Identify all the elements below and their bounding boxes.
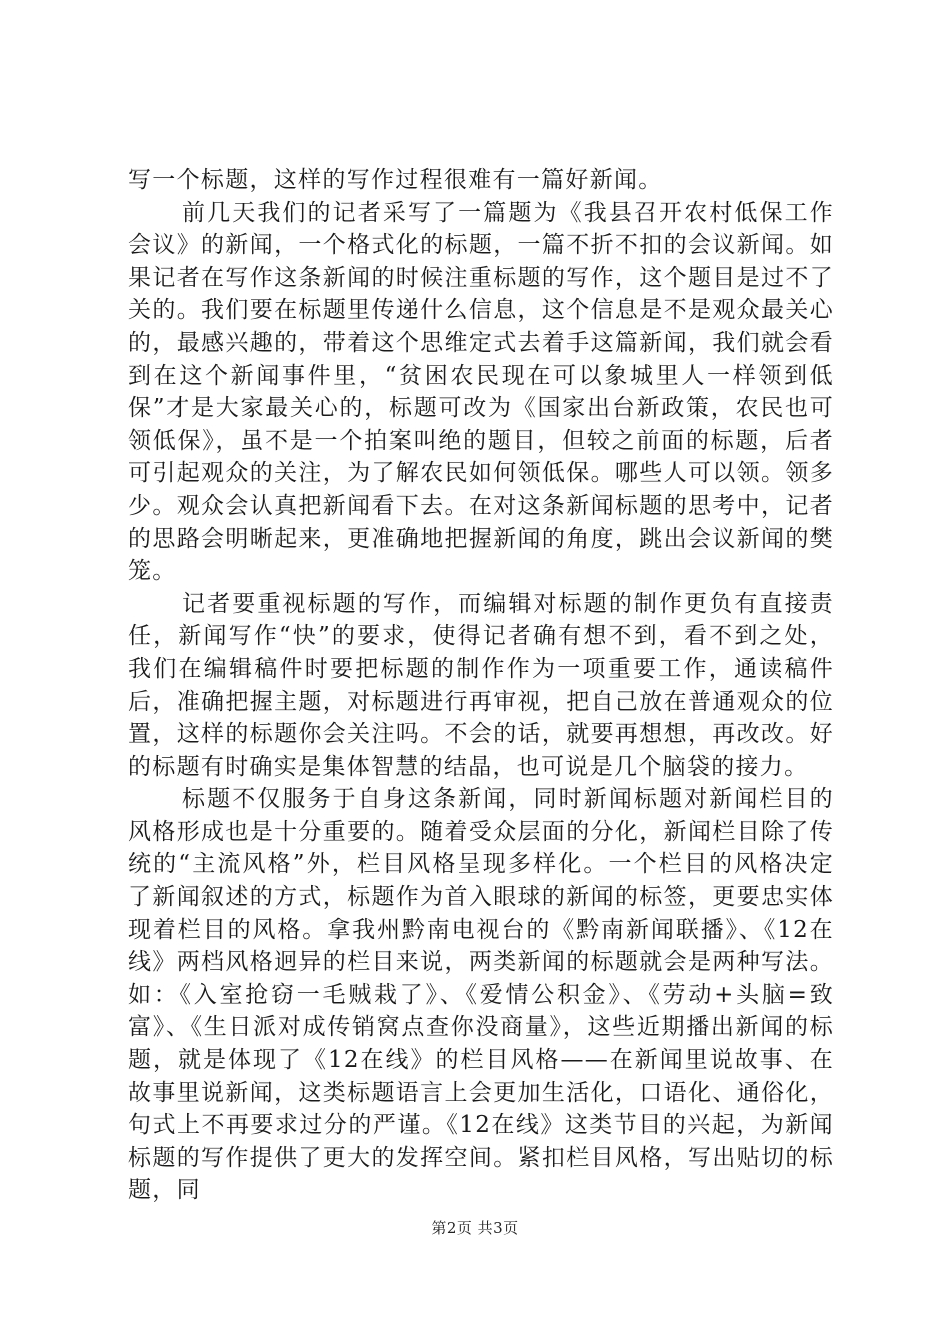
paragraph-3: 记者要重视标题的写作，而编辑对标题的制作更负有直接责任，新闻写作“快”的要求，使得记者确有想不到，看不到之处，我们在编辑稿件时要把标题的制作作为一项重要工作，通读稿件后，准确把握主题，对标题进行再审视，把自己放在普通观众的位置，这样的标题你会关注吗。不会的话，就要再想想，再改改。好的标题有时确实是集体智慧的结晶，也可说是几个脑袋的接力。 <box>128 590 834 780</box>
page-footer: 第2页 共3页 <box>431 1219 519 1237</box>
body-text <box>128 164 834 1207</box>
paragraph-4: 标题不仅服务于自身这条新闻，同时新闻标题对新闻栏目的风格形成也是十分重要的。随着受众层面的分化，新闻栏目除了传统的“主流风格”外，栏目风格呈现多样化。一个栏目的风格决定了新闻叙述的方式，标题作为首入眼球的新闻的标签，更要忠实体现着栏目的风格。拿我州黔南电视台的《黔南新闻联播》、《12在线》两档风格迥异的栏目来说，两类新闻的标题就会是两种写法。如：《入室抢窃一毛贼栽了》、《爱情公积金》、《劳动+头脑=致富》、《生日派对成传销窝点查你没商量》，这些近期播出新闻的标题，就是体现了《12在线》的栏目风格——在新闻里说故事、在故事里说新闻，这类标题语言上会更加生活化，口语化、通俗化，句式上不再要求过分的严谨。《12在线》这类节目的兴起，为新闻标题的写作提供了更大的发挥空间。紧扣栏目风格，写出贴切的标题，同 <box>128 786 834 1204</box>
paragraph-2: 前几天我们的记者采写了一篇题为《我县召开农村低保工作会议》的新闻，一个格式化的标题，一篇不折不扣的会议新闻。如果记者在写作这条新闻的时候注重标题的写作，这个题目是过不了关的。我们要在标题里传递什么信息，这个信息是不是观众最关心的，最感兴趣的，带着这个思维定式去着手这篇新闻，我们就会看到在这个新闻事件里，“贫困农民现在可以象城里人一样领到低保”才是大家最关心的，标题可改为《国家出台新政策，农民也可领低保》，虽不是一个拍案叫绝的题目，但较之前面的标题，后者可引起观众的关注，为了解农民如何领低保。哪些人可以领。领多少。观众会认真把新闻看下去。在对这条新闻标题的思考中，记者的思路会明晰起来，更准确地把握新闻的角度，跳出会议新闻的樊笼。 <box>128 199 834 585</box>
paragraph-1: 写一个标题，这样的写作过程很难有一篇好新闻。 <box>128 167 663 193</box>
